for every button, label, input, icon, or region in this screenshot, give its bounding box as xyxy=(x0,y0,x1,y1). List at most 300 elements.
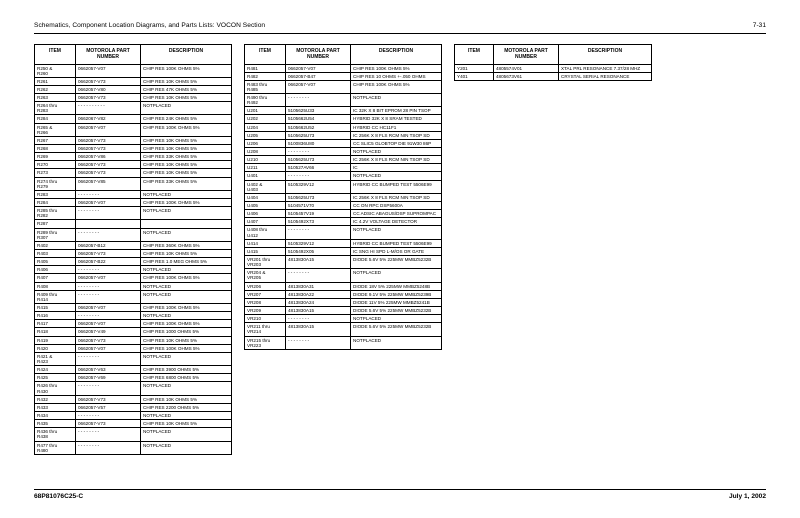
cell-description: NOTPLACED xyxy=(141,441,232,454)
table-row xyxy=(35,64,232,77)
table-row xyxy=(245,323,442,336)
cell-part-number: 0662057-V07 xyxy=(76,199,141,207)
cell-part-number: 510527AV66 xyxy=(286,164,351,172)
table-row xyxy=(245,247,442,255)
cell-part-number: 4813830A22 xyxy=(286,290,351,298)
cell-item: U414 xyxy=(245,239,286,247)
cell-part-number: 0662057-V86 xyxy=(76,153,141,161)
cell-part-number: 0662057-V07 xyxy=(76,64,141,77)
table-row xyxy=(35,366,232,374)
cell-part-number: - - - - - - - - xyxy=(286,148,351,156)
cell-item: U402 & U403 xyxy=(245,180,286,193)
cell-item: R270 xyxy=(35,161,76,169)
table-row xyxy=(35,241,232,249)
parts-table-1 xyxy=(34,44,232,455)
cell-part-number: 5105329V12 xyxy=(286,180,351,193)
cell-description: NOTPLACED xyxy=(141,290,232,303)
cell-part-number: 4813830A24 xyxy=(286,298,351,306)
column-header-part-number: MOTOROLA PART NUMBER xyxy=(76,45,141,65)
parts-table-3 xyxy=(454,44,652,81)
cell-part-number: 0662057-V73 xyxy=(76,395,141,403)
cell-description: NOTPLACED xyxy=(141,382,232,395)
cell-part-number: 4805574V01 xyxy=(494,64,559,72)
cell-item: R273 xyxy=(35,169,76,177)
table-row xyxy=(245,64,442,72)
cell-item: R433 xyxy=(35,403,76,411)
table-row xyxy=(245,80,442,93)
cell-part-number: 5105492X73 xyxy=(286,218,351,226)
table-row xyxy=(245,172,442,180)
table-row xyxy=(35,85,232,93)
cell-part-number: 0662057-V07 xyxy=(76,344,141,352)
cell-item: R269 xyxy=(35,153,76,161)
cell-description: CHIP RES 100K OHMS 5% xyxy=(351,64,442,72)
cell-item: R403 xyxy=(35,250,76,258)
header-rule xyxy=(34,33,766,34)
cell-description: CHIP RES 100K OHMS 5% xyxy=(141,199,232,207)
table-row xyxy=(35,161,232,169)
table-row xyxy=(35,266,232,274)
parts-table-3-body xyxy=(455,64,652,80)
footer-document-number: 68P81076C25-C xyxy=(34,493,84,500)
cell-item: R262 xyxy=(35,85,76,93)
table-row xyxy=(35,411,232,419)
table-row xyxy=(35,177,232,190)
cell-description: NOTPLACED xyxy=(141,282,232,290)
cell-description: CHIP RES 10K OHMS 5% xyxy=(141,336,232,344)
cell-item: U405 xyxy=(245,202,286,210)
cell-item: R418 xyxy=(35,328,76,336)
cell-description: NOTPLACED xyxy=(351,269,442,282)
cell-description: NOTPLACED xyxy=(351,226,442,239)
cell-item: VR210 xyxy=(245,315,286,323)
cell-part-number: - - - - - - - - xyxy=(286,226,351,239)
cell-description: CHIP RES 1000 OHMS 5% xyxy=(141,328,232,336)
cell-item: U415 xyxy=(245,247,286,255)
cell-item: VR207 xyxy=(245,290,286,298)
table-row xyxy=(35,199,232,207)
cell-item: R405 xyxy=(35,258,76,266)
cell-item: R406 xyxy=(35,266,76,274)
table-row xyxy=(35,282,232,290)
cell-part-number: - - - - - - - - xyxy=(286,94,351,107)
cell-item: VR201 thru VR203 xyxy=(245,256,286,269)
cell-part-number: - - - - - - - - xyxy=(76,382,141,395)
cell-part-number: 5105625U73 xyxy=(286,156,351,164)
cell-part-number: 0662057-V07 xyxy=(76,304,141,312)
cell-description: CHIP RES 100K OHMS 5% xyxy=(141,344,232,352)
cell-description: NOTPLACED xyxy=(141,352,232,365)
cell-part-number: 0662057-V73 xyxy=(76,77,141,85)
cell-description: NOTPLACED xyxy=(351,172,442,180)
cell-description: HYBRID CC BUMPED TEST 5506E99 xyxy=(351,180,442,193)
cell-item: VR209 xyxy=(245,307,286,315)
table-row xyxy=(245,269,442,282)
cell-part-number: - - - - - - - - xyxy=(76,290,141,303)
cell-description: NOTPLACED xyxy=(141,207,232,220)
table-row xyxy=(35,250,232,258)
cell-part-number: - - - - - - - - xyxy=(76,441,141,454)
cell-description xyxy=(141,220,232,228)
cell-description: CC ON RPC DSP5600A xyxy=(351,202,442,210)
cell-part-number: - - - - - - - - xyxy=(286,269,351,282)
cell-part-number: - - - - - - - - xyxy=(76,190,141,198)
column-header-item: ITEM xyxy=(455,45,494,65)
table-row xyxy=(245,315,442,323)
cell-item: VR215 thru VR223 xyxy=(245,336,286,349)
cell-description: CHIP RES 33K OHMS 5% xyxy=(141,153,232,161)
cell-description: CHIP RES 100K OHMS 5% xyxy=(141,64,232,77)
cell-part-number: 0662057-V73 xyxy=(76,136,141,144)
cell-item: R421 & R423 xyxy=(35,352,76,365)
table-row xyxy=(245,193,442,201)
cell-item: U404 xyxy=(245,193,286,201)
cell-description: HYBRID CC BUMPED TEST 5506E99 xyxy=(351,239,442,247)
table-row xyxy=(35,441,232,454)
cell-description: CHIP RES 360K OHMS 5% xyxy=(141,241,232,249)
cell-item: R261 xyxy=(35,77,76,85)
cell-item: R424 xyxy=(35,366,76,374)
parts-table-2-body xyxy=(245,64,442,349)
column-header-description: DESCRIPTION xyxy=(351,45,442,65)
cell-part-number: 0662057-V07 xyxy=(76,123,141,136)
table-row xyxy=(35,77,232,85)
table-row xyxy=(35,123,232,136)
table-row xyxy=(35,145,232,153)
table-row xyxy=(35,153,232,161)
table-row xyxy=(35,352,232,365)
table-row xyxy=(35,228,232,241)
cell-item: R415 xyxy=(35,304,76,312)
table-row xyxy=(35,336,232,344)
table-row xyxy=(35,190,232,198)
table-row xyxy=(245,123,442,131)
cell-part-number: 0662057-V73 xyxy=(76,169,141,177)
cell-item: U201 xyxy=(245,107,286,115)
cell-item: R274 thru R279 xyxy=(35,177,76,190)
cell-part-number: 5100836U80 xyxy=(286,139,351,147)
parts-table-2 xyxy=(244,44,442,350)
cell-description: CHIP RES 100K OHMS 5% xyxy=(351,80,442,93)
cell-item: R283 xyxy=(35,190,76,198)
cell-part-number: 0662057-V07 xyxy=(286,64,351,72)
cell-description: NOTPLACED xyxy=(141,266,232,274)
table-row xyxy=(35,420,232,428)
cell-description: NOTPLACED xyxy=(141,190,232,198)
cell-item: U208 xyxy=(245,148,286,156)
column-header-item: ITEM xyxy=(245,45,286,65)
cell-part-number: - - - - - - - - xyxy=(76,282,141,290)
cell-part-number: 4813830A15 xyxy=(286,256,351,269)
cell-description: CHIP RES 33K OHMS 5% xyxy=(141,177,232,190)
cell-item: R267 xyxy=(35,136,76,144)
cell-description: HYBRID 32K X 8 SRAM TESTED xyxy=(351,115,442,123)
cell-part-number: - - - - - - - - xyxy=(76,352,141,365)
cell-item: R402 xyxy=(35,241,76,249)
cell-item: U205 xyxy=(245,131,286,139)
cell-part-number: 5105625U73 xyxy=(286,131,351,139)
cell-part-number: 5105457V19 xyxy=(286,210,351,218)
cell-description: CHIP RES 24K OHMS 5% xyxy=(141,115,232,123)
cell-description: IC 256K X 8 FLS RCM NIN TSOP SD xyxy=(351,156,442,164)
table-row xyxy=(245,307,442,315)
page-footer xyxy=(34,489,766,500)
cell-item: R426 thru R430 xyxy=(35,382,76,395)
table-row xyxy=(35,94,232,102)
cell-item: R482 xyxy=(245,72,286,80)
table-row xyxy=(35,207,232,220)
cell-item: U407 xyxy=(245,218,286,226)
table-row xyxy=(35,395,232,403)
cell-item: R409 thru R414 xyxy=(35,290,76,303)
table-row xyxy=(245,131,442,139)
cell-description: CHIP RES 10K OHMS 5% xyxy=(141,77,232,85)
cell-item: R263 xyxy=(35,94,76,102)
cell-description: CHIP RES 10K OHMS 5% xyxy=(141,420,232,428)
cell-item: R417 xyxy=(35,320,76,328)
column-header-description: DESCRIPTION xyxy=(559,45,652,65)
table-row xyxy=(455,72,652,80)
cell-part-number: - - - - - - - - xyxy=(76,411,141,419)
table-row xyxy=(455,64,652,72)
table-header-row xyxy=(455,45,652,65)
table-row xyxy=(35,382,232,395)
table-row xyxy=(245,290,442,298)
table-row xyxy=(35,428,232,441)
cell-description: CHIP RES 100K OHMS 5% xyxy=(141,320,232,328)
cell-item: R420 xyxy=(35,344,76,352)
cell-item: Y201 xyxy=(455,64,494,72)
cell-part-number: 0662057-V49 xyxy=(76,328,141,336)
table-row xyxy=(245,226,442,239)
cell-description: DIODE 9.1V 5% 225MW MMBZ5239B xyxy=(351,290,442,298)
cell-description: NOTPLACED xyxy=(351,148,442,156)
cell-description: IC xyxy=(351,164,442,172)
cell-description: CHIP RES 10K OHMS 5% xyxy=(141,161,232,169)
table-row xyxy=(35,403,232,411)
cell-item: R250 & R260 xyxy=(35,64,76,77)
cell-description: NOTPLACED xyxy=(141,228,232,241)
cell-item: VR204 & VR205 xyxy=(245,269,286,282)
cell-item: VR211 thru VR214 xyxy=(245,323,286,336)
table-row xyxy=(245,210,442,218)
cell-item: U401 xyxy=(245,172,286,180)
cell-description: CHIP RES 3900 OHMS 5% xyxy=(141,366,232,374)
cell-item: R434 xyxy=(35,411,76,419)
page-header xyxy=(34,22,766,31)
cell-description: IC SNG HI SPD L-M/OS OR GATE xyxy=(351,247,442,255)
cell-description: CHIP RES 2200 OHMS 5% xyxy=(141,403,232,411)
column-header-part-number: MOTOROLA PART NUMBER xyxy=(286,45,351,65)
cell-description: NOTPLACED xyxy=(141,102,232,115)
cell-item: U202 xyxy=(245,115,286,123)
cell-item: R287 xyxy=(35,220,76,228)
cell-part-number: 0662067-V82 xyxy=(76,115,141,123)
table-row xyxy=(245,148,442,156)
cell-description: NOTPLACED xyxy=(351,94,442,107)
table-row xyxy=(245,336,442,349)
cell-part-number: 0662057-V85 xyxy=(76,177,141,190)
table-header-row xyxy=(245,45,442,65)
table-row xyxy=(35,258,232,266)
cell-part-number: 0662057-V73 xyxy=(76,161,141,169)
cell-item: R284 xyxy=(35,115,76,123)
cell-part-number: - - - - - - - - xyxy=(286,315,351,323)
table-header-row xyxy=(35,45,232,65)
cell-description: CC ADSIC ABAGUS/DSP SUPROMPAC xyxy=(351,210,442,218)
cell-part-number: 0662057-V57 xyxy=(76,403,141,411)
cell-item: R265 & R266 xyxy=(35,123,76,136)
cell-part-number: 0662057-V73 xyxy=(76,250,141,258)
cell-description: CHIP RES 10 OHMS +-.050 OHMS xyxy=(351,72,442,80)
cell-part-number: 0662057-V73 xyxy=(76,420,141,428)
table-row xyxy=(245,115,442,123)
table-row xyxy=(245,164,442,172)
cell-item: R432 xyxy=(35,395,76,403)
cell-part-number: 0662057-V07 xyxy=(76,274,141,282)
cell-item: R264 thru R283 xyxy=(35,102,76,115)
cell-item: R268 xyxy=(35,145,76,153)
table-row xyxy=(245,156,442,164)
table-row xyxy=(245,298,442,306)
column-header-item: ITEM xyxy=(35,45,76,65)
cell-item: R416 xyxy=(35,312,76,320)
table-row xyxy=(35,374,232,382)
cell-item: U210 xyxy=(245,156,286,164)
cell-part-number: 5105662U52 xyxy=(286,123,351,131)
cell-part-number: 4805673V61 xyxy=(494,72,559,80)
cell-description: CHIP RES 10K OHMS 5% xyxy=(141,169,232,177)
cell-item: R408 xyxy=(35,282,76,290)
cell-item: R481 xyxy=(245,64,286,72)
cell-description: NOTPLACED xyxy=(351,315,442,323)
cell-part-number: 0662057-V73 xyxy=(76,145,141,153)
table-row xyxy=(245,180,442,193)
cell-item: U206 xyxy=(245,139,286,147)
table-row xyxy=(35,274,232,282)
table-row xyxy=(245,218,442,226)
cell-item: R425 xyxy=(35,374,76,382)
cell-description: IC 256K X 8 FLS RCM NIN TSOP SD xyxy=(351,131,442,139)
cell-item: VR208 xyxy=(245,298,286,306)
table-row xyxy=(35,115,232,123)
cell-item: R483 thru R485 xyxy=(245,80,286,93)
cell-item: Y401 xyxy=(455,72,494,80)
cell-description: IC 4.2V VOLTAGE DETECTOR xyxy=(351,218,442,226)
cell-item: R284 xyxy=(35,199,76,207)
cell-description: DIODE 5.6V 5% 225MW MMBZ5232B xyxy=(351,323,442,336)
cell-part-number: 0662057-V69 xyxy=(76,374,141,382)
cell-part-number: - - - - - - - - xyxy=(286,172,351,180)
footer-date: July 1, 2002 xyxy=(728,493,766,500)
cell-part-number: 0662057-B22 xyxy=(76,258,141,266)
parts-list-columns xyxy=(34,44,766,455)
cell-part-number: 4813830A31 xyxy=(286,282,351,290)
cell-item: R477 thru R480 xyxy=(35,441,76,454)
cell-item: R407 xyxy=(35,274,76,282)
cell-part-number: - - - - - - - - xyxy=(76,312,141,320)
table-row xyxy=(35,102,232,115)
table-row xyxy=(245,282,442,290)
cell-description: NOTPLACED xyxy=(141,428,232,441)
table-row xyxy=(35,328,232,336)
cell-part-number: 5105625U73 xyxy=(286,193,351,201)
cell-description: CHIP RES 10K OHMS 5% xyxy=(141,94,232,102)
table-row xyxy=(35,304,232,312)
cell-description: CHIP RES 10K OHMS 5% xyxy=(141,136,232,144)
cell-part-number xyxy=(76,220,141,228)
cell-item: R435 xyxy=(35,420,76,428)
cell-description: NOTPLACED xyxy=(141,312,232,320)
cell-part-number: 5105625U33 xyxy=(286,107,351,115)
cell-item: R419 xyxy=(35,336,76,344)
cell-description: XTAL PRL RESONANCE 7.37/28 MHZ xyxy=(559,64,652,72)
cell-item: VR206 xyxy=(245,282,286,290)
cell-part-number: 0662057-B12 xyxy=(76,241,141,249)
cell-description: CHIP RES 47K OHMS 5% xyxy=(141,85,232,93)
table-row xyxy=(35,320,232,328)
cell-description: NOTPLACED xyxy=(141,411,232,419)
cell-part-number: 0662057-B47 xyxy=(286,72,351,80)
cell-item: R289 thru R307 xyxy=(35,228,76,241)
cell-description: DIODE 11V 5% 225MW MMBZ5241B xyxy=(351,298,442,306)
table-row xyxy=(245,94,442,107)
table-row xyxy=(245,256,442,269)
cell-part-number: 0662057-V73 xyxy=(76,94,141,102)
table-row xyxy=(35,312,232,320)
column-header-description: DESCRIPTION xyxy=(141,45,232,65)
table-row xyxy=(35,169,232,177)
table-row xyxy=(35,290,232,303)
cell-description: CRYSTAL SERIAL RESONANCE xyxy=(559,72,652,80)
cell-description: IC 256K X 8 FLS RCM NIN TSOP SD xyxy=(351,193,442,201)
cell-part-number: 5105492X05 xyxy=(286,247,351,255)
cell-item: U211 xyxy=(245,164,286,172)
cell-description: DIODE 18V 5% 225MW MMBZ5248B xyxy=(351,282,442,290)
column-header-part-number: MOTOROLA PART NUMBER xyxy=(494,45,559,65)
cell-item: R490 thru R492 xyxy=(245,94,286,107)
cell-part-number: 0662057-V80 xyxy=(76,85,141,93)
cell-part-number: 5105662U54 xyxy=(286,115,351,123)
cell-description: CHIP RES 100K OHMS 5% xyxy=(141,304,232,312)
cell-part-number: 0662057-V07 xyxy=(286,80,351,93)
header-title: Schematics, Component Location Diagrams, and Parts Lists: VOCON Section xyxy=(34,22,266,29)
cell-part-number: 5104571V70 xyxy=(286,202,351,210)
cell-description: HYBRID CC HC11F1 xyxy=(351,123,442,131)
cell-description: CC SLIC5 GLOBTOP DIE 91W30 86P xyxy=(351,139,442,147)
cell-part-number: - - - - - - - - xyxy=(76,228,141,241)
cell-item: R436 thru R438 xyxy=(35,428,76,441)
cell-item: U408 thru U412 xyxy=(245,226,286,239)
cell-description: CHIP RES 10K OHMS 5% xyxy=(141,395,232,403)
cell-part-number: 5105329V12 xyxy=(286,239,351,247)
table-row xyxy=(245,72,442,80)
cell-description: IC 32K X 8 BIT EPROM 28 PIN TSOP xyxy=(351,107,442,115)
table-row xyxy=(245,239,442,247)
cell-part-number: - - - - - - - - xyxy=(76,428,141,441)
cell-part-number: - - - - - - - - xyxy=(286,336,351,349)
cell-item: U204 xyxy=(245,123,286,131)
cell-part-number: 0662057-V73 xyxy=(76,336,141,344)
cell-description: CHIP RES 10K OHMS 5% xyxy=(141,145,232,153)
cell-part-number: 4813830A15 xyxy=(286,323,351,336)
table-row xyxy=(245,139,442,147)
cell-part-number: - - - - - - - - - - xyxy=(76,102,141,115)
header-page-number: 7-31 xyxy=(752,22,766,29)
cell-item: R285 thru R282 xyxy=(35,207,76,220)
cell-part-number: 0662057-V07 xyxy=(76,320,141,328)
table-row xyxy=(35,220,232,228)
